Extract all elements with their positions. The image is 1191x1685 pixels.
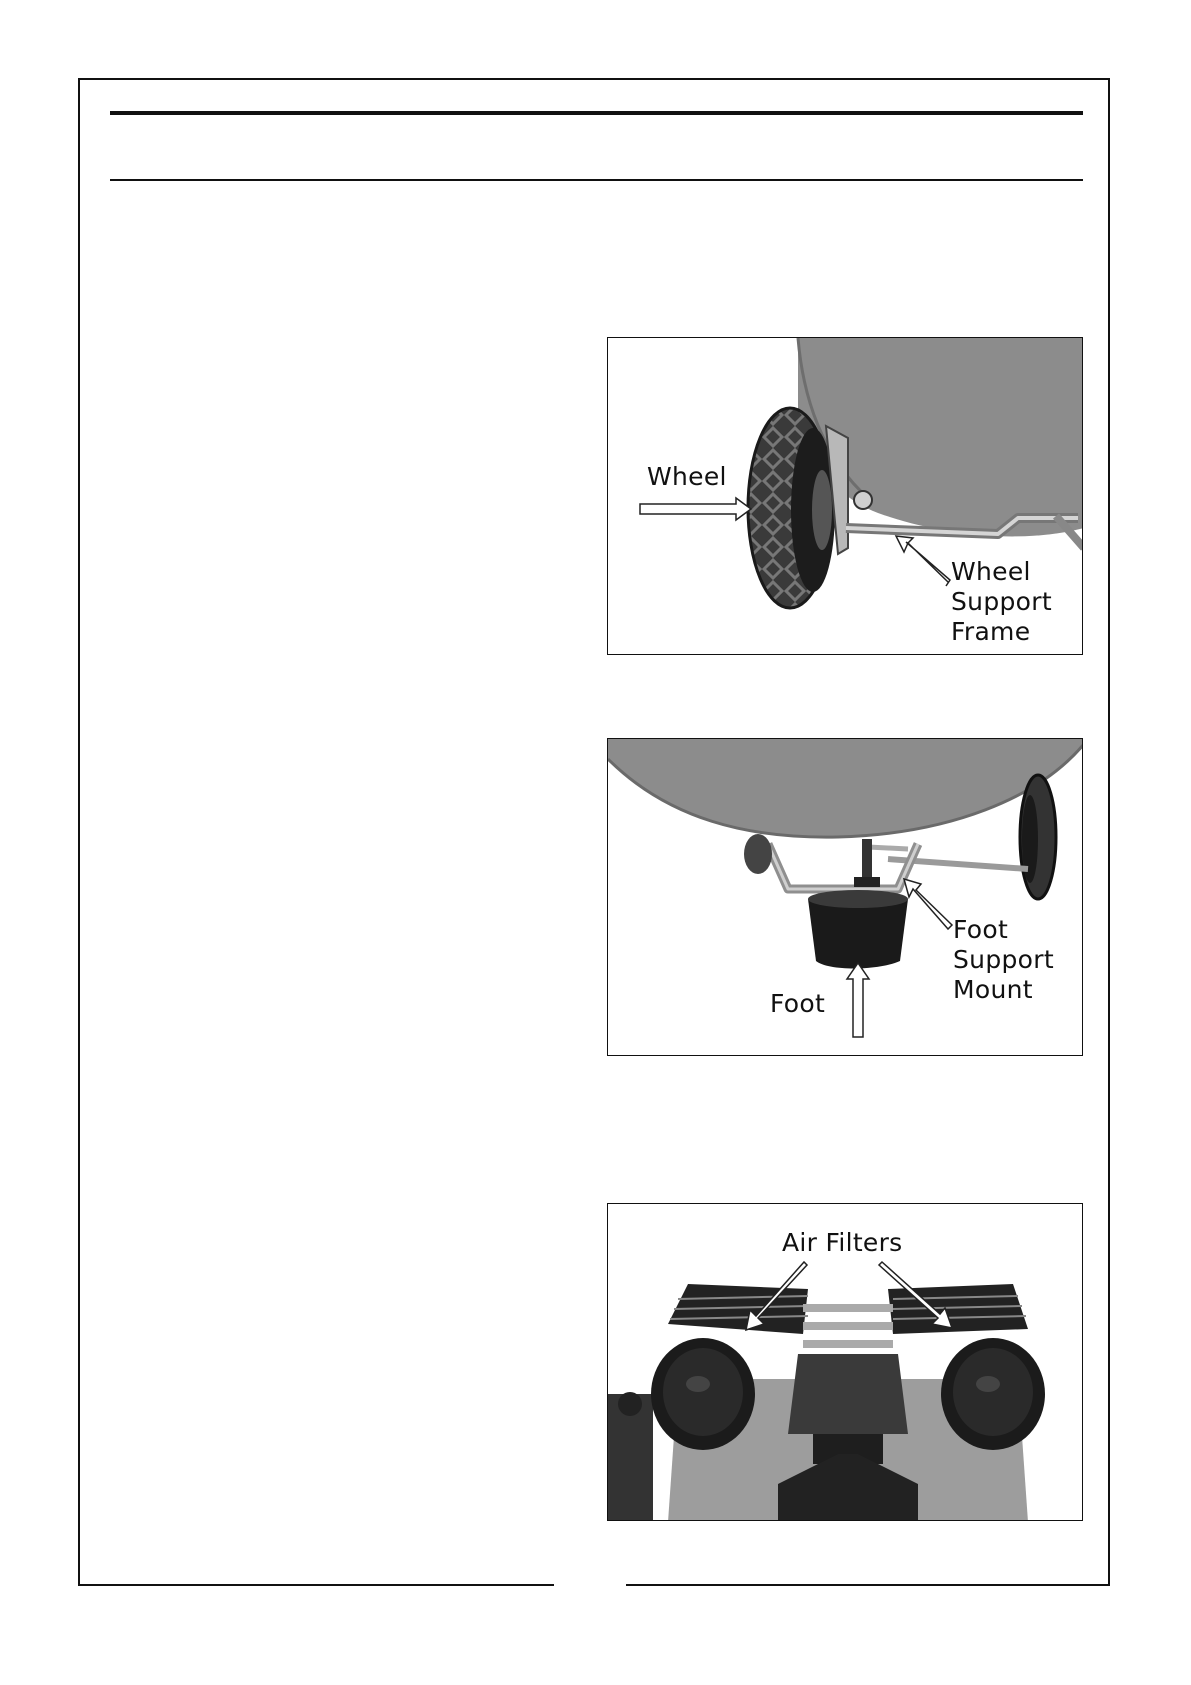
header-rule-bottom (110, 179, 1083, 181)
air-filter-figure (607, 1203, 1083, 1521)
support-frame-label-2: Support (951, 587, 1052, 616)
support-frame-label-3: Frame (951, 617, 1031, 646)
footer-page-number-gap (554, 1578, 626, 1590)
foot-figure (607, 738, 1083, 1056)
wheel-label: Wheel (647, 462, 727, 491)
cooling-fins-left (668, 1284, 808, 1334)
foot-arrow (847, 963, 869, 1037)
foot-label: Foot (770, 989, 826, 1018)
frame-arrow (896, 536, 950, 586)
mount-label-1: Foot (953, 915, 1009, 944)
header-rule-top (110, 111, 1083, 115)
footer-rule-left (78, 1584, 554, 1586)
foot-illustration (608, 739, 1083, 1056)
air-filters-label: Air Filters (782, 1228, 903, 1257)
support-frame-label-1: Wheel (951, 557, 1031, 586)
mount-label-3: Mount (953, 975, 1033, 1004)
wheel-arrow (640, 498, 751, 520)
footer-rule-right (626, 1584, 1110, 1586)
mount-arrow (904, 879, 952, 929)
foot-pad (808, 899, 908, 969)
wheel-figure (607, 337, 1083, 655)
tank-underside (608, 739, 1083, 837)
mount-label-2: Support (953, 945, 1054, 974)
